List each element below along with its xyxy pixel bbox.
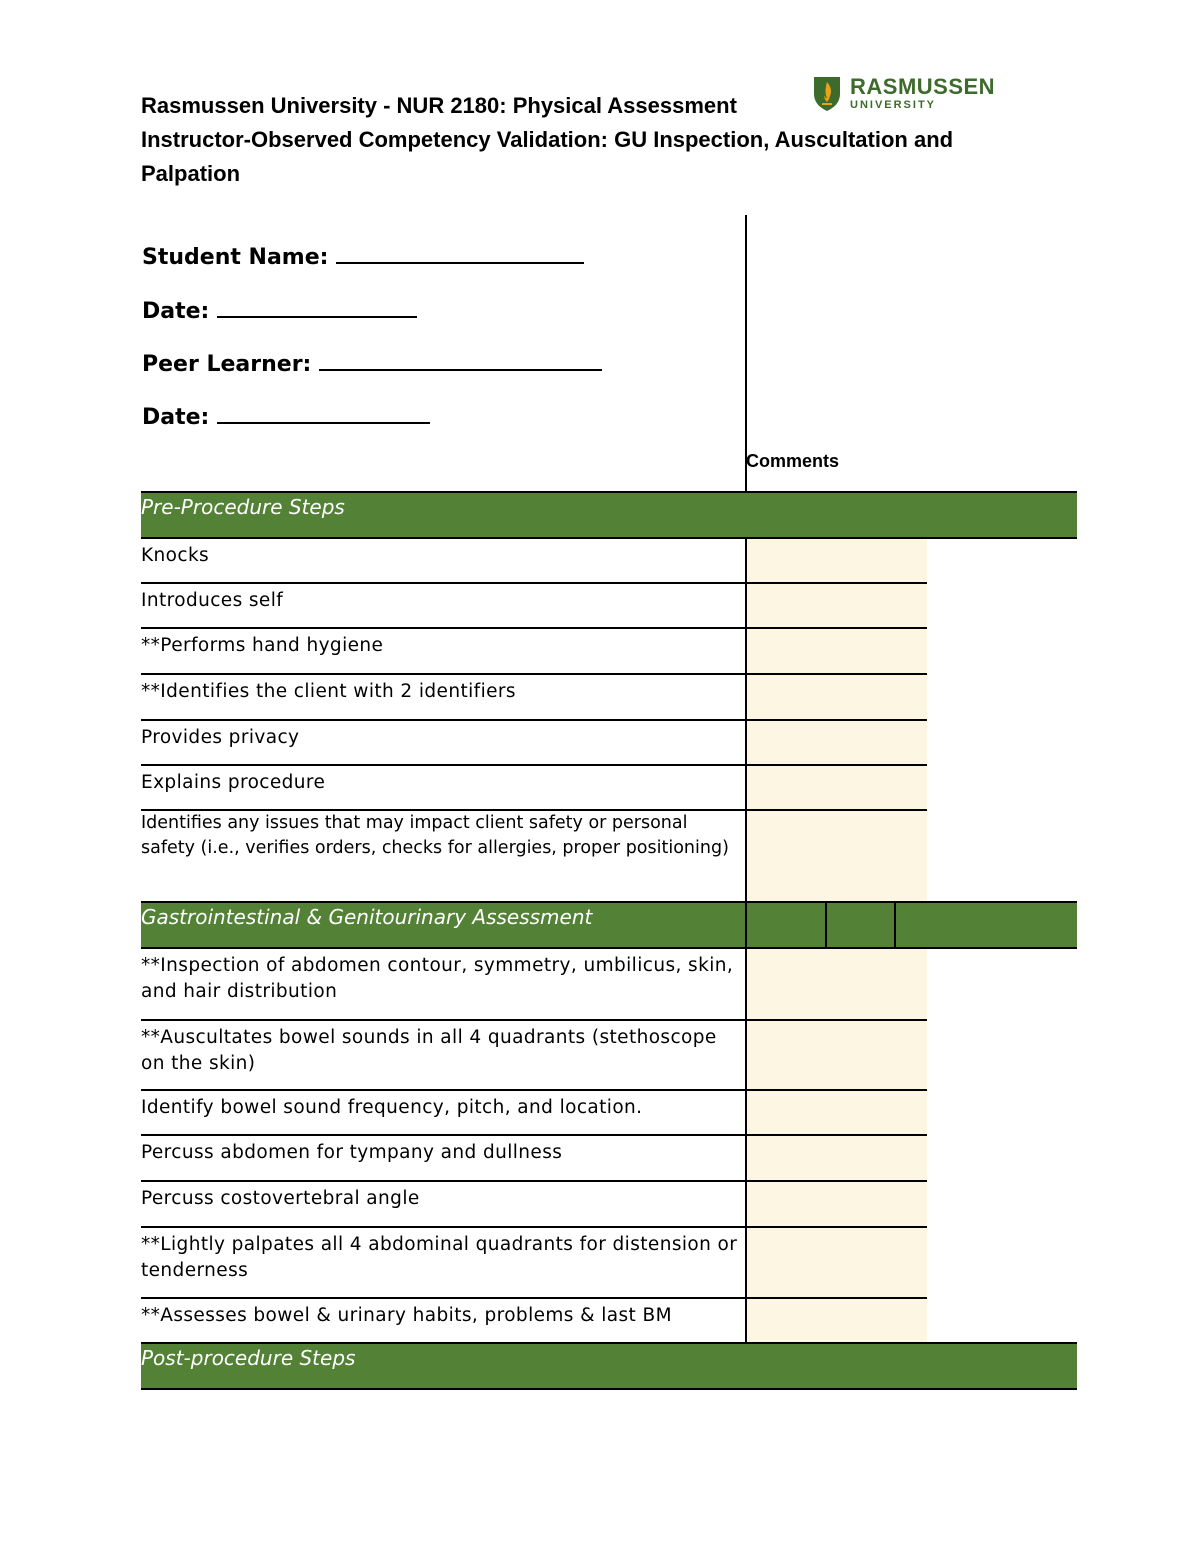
document-subtitle: Instructor-Observed Competency Validation: GU Inspection, Auscultation and bbox=[141, 127, 954, 152]
section-divider bbox=[825, 903, 827, 947]
step-label: Explains procedure bbox=[141, 772, 326, 793]
section-header-gi-gu-assessment bbox=[141, 901, 1077, 949]
section-title: Gastrointestinal & Genitourinary Assessment bbox=[141, 905, 593, 929]
comment-cell[interactable] bbox=[745, 1021, 927, 1089]
step-label: **Inspection of abdomen contour, symmetry, umbilicus, skin, and hair distribution bbox=[141, 955, 734, 1002]
step-label: Percuss costovertebral angle bbox=[141, 1188, 420, 1209]
checklist-row bbox=[141, 539, 927, 584]
step-label: **Performs hand hygiene bbox=[141, 635, 384, 656]
step-label: Introduces self bbox=[141, 590, 284, 611]
document-title: Rasmussen University - NUR 2180: Physical Assessment bbox=[141, 93, 737, 118]
document-subtitle-cont: Palpation bbox=[141, 161, 241, 186]
section-divider bbox=[894, 903, 896, 947]
step-label: **Identifies the client with 2 identifiers bbox=[141, 681, 516, 702]
section-header-pre-procedure bbox=[141, 491, 1077, 539]
rasmussen-logo bbox=[812, 74, 996, 116]
checklist-row bbox=[141, 629, 927, 675]
comment-cell[interactable] bbox=[745, 811, 927, 901]
step-label: Percuss abdomen for tympany and dullness bbox=[141, 1142, 563, 1163]
student-name-field bbox=[142, 242, 584, 272]
checklist-row bbox=[141, 1091, 927, 1136]
peer-date-blank[interactable] bbox=[217, 402, 430, 424]
comment-cell[interactable] bbox=[745, 1299, 927, 1342]
checklist-row bbox=[141, 949, 927, 1021]
peer-date-label: Date: bbox=[142, 405, 210, 430]
checklist-row bbox=[141, 1228, 927, 1299]
peer-learner-field bbox=[142, 349, 602, 379]
checklist-row bbox=[141, 1299, 927, 1342]
date-field bbox=[142, 296, 417, 326]
comment-cell[interactable] bbox=[745, 539, 927, 582]
step-label: Knocks bbox=[141, 545, 210, 566]
comment-cell[interactable] bbox=[745, 766, 927, 809]
comments-header: Comments bbox=[746, 451, 840, 471]
checklist-row bbox=[141, 675, 927, 721]
checklist-row bbox=[141, 766, 927, 811]
logo-wordmark: RASMUSSEN bbox=[850, 74, 996, 99]
section-title: Post-procedure Steps bbox=[141, 1346, 356, 1370]
logo-subtitle: UNIVERSITY bbox=[850, 99, 937, 111]
student-name-blank[interactable] bbox=[336, 242, 584, 264]
comment-cell[interactable] bbox=[745, 629, 927, 673]
step-label: Identify bowel sound frequency, pitch, and location. bbox=[141, 1097, 643, 1118]
section-title: Pre-Procedure Steps bbox=[141, 495, 345, 519]
date-blank[interactable] bbox=[217, 296, 417, 318]
student-name-label: Student Name: bbox=[142, 245, 329, 270]
shield-flame-icon bbox=[812, 74, 842, 112]
checklist-row bbox=[141, 811, 927, 901]
comment-cell[interactable] bbox=[745, 584, 927, 627]
comment-cell[interactable] bbox=[745, 675, 927, 719]
comment-cell[interactable] bbox=[745, 1136, 927, 1180]
checklist-row bbox=[141, 1136, 927, 1182]
comment-cell[interactable] bbox=[745, 949, 927, 1019]
comment-cell[interactable] bbox=[745, 1091, 927, 1134]
checklist-row bbox=[141, 1021, 927, 1091]
step-label: **Assesses bowel & urinary habits, problems & last BM bbox=[141, 1305, 672, 1326]
peer-learner-label: Peer Learner: bbox=[142, 352, 312, 377]
peer-learner-blank[interactable] bbox=[319, 349, 602, 371]
checklist-row bbox=[141, 1182, 927, 1228]
peer-date-field bbox=[142, 402, 430, 432]
step-label: **Lightly palpates all 4 abdominal quadrants for distension or tenderness bbox=[141, 1234, 738, 1281]
section-divider bbox=[745, 903, 747, 947]
checklist-row bbox=[141, 584, 927, 629]
checklist-row bbox=[141, 721, 927, 766]
comment-cell[interactable] bbox=[745, 721, 927, 764]
step-label: Provides privacy bbox=[141, 727, 300, 748]
step-label: **Auscultates bowel sounds in all 4 quadrants (stethoscope on the skin) bbox=[141, 1027, 717, 1074]
step-label: Identifies any issues that may impact client safety or personal safety (i.e., verifies orders, checks for allergies, proper positioning) bbox=[141, 813, 729, 858]
comment-cell[interactable] bbox=[745, 1182, 927, 1226]
date-label: Date: bbox=[142, 299, 210, 324]
section-header-post-procedure bbox=[141, 1342, 1077, 1390]
comment-cell[interactable] bbox=[745, 1228, 927, 1297]
